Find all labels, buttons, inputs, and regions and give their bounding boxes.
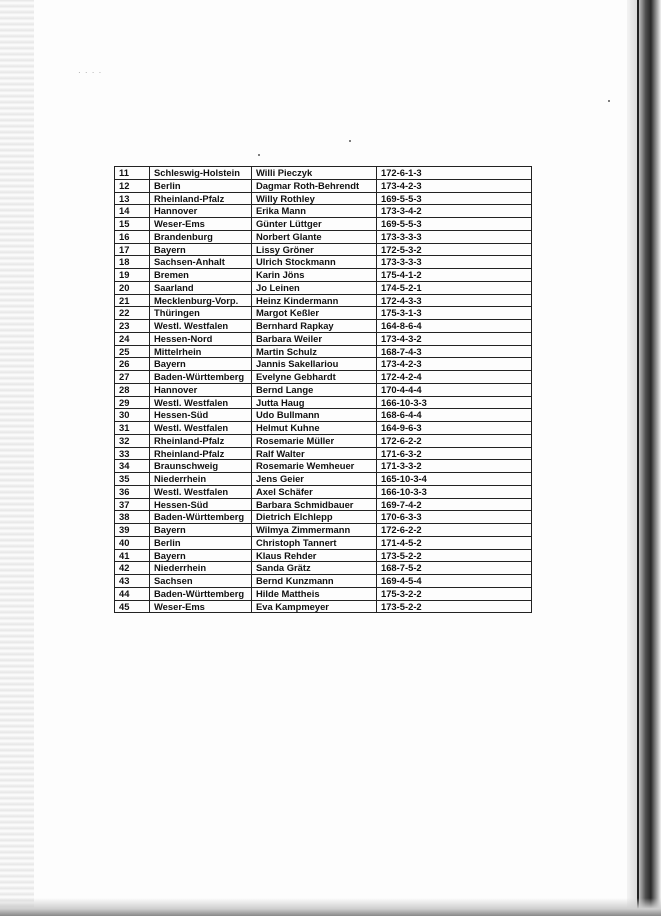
region-cell: Westl. Westfalen	[150, 320, 252, 333]
table-row	[115, 269, 532, 282]
table-row	[115, 524, 532, 537]
vote-code-cell: 174-5-2-1	[377, 281, 532, 294]
vote-code-cell: 172-6-2-2	[377, 434, 532, 447]
vote-code-cell: 172-6-1-3	[377, 167, 532, 180]
region-cell: Rheinland-Pfalz	[150, 434, 252, 447]
region-cell: Hessen-Süd	[150, 498, 252, 511]
table-row	[115, 294, 532, 307]
vote-code-cell: 172-6-2-2	[377, 524, 532, 537]
name-cell: Karin Jöns	[252, 269, 377, 282]
row-number: 20	[115, 281, 150, 294]
name-cell: Günter Lüttger	[252, 218, 377, 231]
vote-code-cell: 169-5-5-3	[377, 218, 532, 231]
speck	[349, 140, 351, 142]
row-number: 25	[115, 345, 150, 358]
region-cell: Sachsen-Anhalt	[150, 256, 252, 269]
row-number: 26	[115, 358, 150, 371]
name-cell: Sanda Grätz	[252, 562, 377, 575]
row-number: 28	[115, 383, 150, 396]
vote-code-cell: 171-3-3-2	[377, 460, 532, 473]
name-cell: Wilmya Zimmermann	[252, 524, 377, 537]
table-row	[115, 205, 532, 218]
name-cell: Jo Leinen	[252, 281, 377, 294]
region-cell: Thüringen	[150, 307, 252, 320]
row-number: 30	[115, 409, 150, 422]
row-number: 37	[115, 498, 150, 511]
row-number: 38	[115, 511, 150, 524]
row-number: 32	[115, 434, 150, 447]
row-number: 13	[115, 192, 150, 205]
row-number: 42	[115, 562, 150, 575]
row-number: 23	[115, 320, 150, 333]
name-cell: Jannis Sakellariou	[252, 358, 377, 371]
vote-code-cell: 166-10-3-3	[377, 485, 532, 498]
row-number: 24	[115, 332, 150, 345]
row-number: 18	[115, 256, 150, 269]
row-number: 36	[115, 485, 150, 498]
vote-code-cell: 164-9-6-3	[377, 422, 532, 435]
region-cell: Baden-Württemberg	[150, 587, 252, 600]
region-cell: Hessen-Süd	[150, 409, 252, 422]
vote-code-cell: 172-5-3-2	[377, 243, 532, 256]
region-cell: Hannover	[150, 205, 252, 218]
region-cell: Niederrhein	[150, 473, 252, 486]
vote-code-cell: 172-4-3-3	[377, 294, 532, 307]
vote-code-cell: 169-4-5-4	[377, 575, 532, 588]
region-cell: Brandenburg	[150, 230, 252, 243]
table-row	[115, 396, 532, 409]
region-cell: Berlin	[150, 179, 252, 192]
vote-code-cell: 173-4-3-2	[377, 332, 532, 345]
name-cell: Willy Rothley	[252, 192, 377, 205]
name-cell: Erika Mann	[252, 205, 377, 218]
vote-code-cell: 173-5-2-2	[377, 600, 532, 613]
row-number: 15	[115, 218, 150, 231]
name-cell: Eva Kampmeyer	[252, 600, 377, 613]
name-cell: Martin Schulz	[252, 345, 377, 358]
name-cell: Jutta Haug	[252, 396, 377, 409]
row-number: 21	[115, 294, 150, 307]
row-number: 33	[115, 447, 150, 460]
region-cell: Saarland	[150, 281, 252, 294]
region-cell: Schleswig-Holstein	[150, 167, 252, 180]
vote-code-cell: 173-4-2-3	[377, 179, 532, 192]
vote-code-cell: 166-10-3-3	[377, 396, 532, 409]
region-cell: Sachsen	[150, 575, 252, 588]
table-row	[115, 320, 532, 333]
vote-code-cell: 168-7-5-2	[377, 562, 532, 575]
row-number: 35	[115, 473, 150, 486]
faint-header-text: · · · ·	[78, 68, 103, 77]
vote-code-cell: 168-6-4-4	[377, 409, 532, 422]
table-row	[115, 575, 532, 588]
table-row	[115, 345, 532, 358]
table-row	[115, 179, 532, 192]
row-number: 11	[115, 167, 150, 180]
row-number: 43	[115, 575, 150, 588]
name-cell: Bernhard Rapkay	[252, 320, 377, 333]
region-cell: Westl. Westfalen	[150, 396, 252, 409]
row-number: 29	[115, 396, 150, 409]
vote-code-cell: 164-8-6-4	[377, 320, 532, 333]
region-cell: Bayern	[150, 243, 252, 256]
vote-code-cell: 173-4-2-3	[377, 358, 532, 371]
name-cell: Evelyne Gebhardt	[252, 371, 377, 384]
name-cell: Ralf Walter	[252, 447, 377, 460]
candidate-table	[114, 166, 532, 613]
name-cell: Rosemarie Müller	[252, 434, 377, 447]
scan-edge-bottom	[0, 898, 661, 916]
row-number: 27	[115, 371, 150, 384]
vote-code-cell: 175-4-1-2	[377, 269, 532, 282]
vote-code-cell: 170-6-3-3	[377, 511, 532, 524]
row-number: 19	[115, 269, 150, 282]
scan-edge-line	[637, 0, 639, 916]
name-cell: Ulrich Stockmann	[252, 256, 377, 269]
row-number: 45	[115, 600, 150, 613]
vote-code-cell: 170-4-4-4	[377, 383, 532, 396]
name-cell: Dietrich Elchlepp	[252, 511, 377, 524]
region-cell: Weser-Ems	[150, 600, 252, 613]
table-row	[115, 230, 532, 243]
vote-code-cell: 172-4-2-4	[377, 371, 532, 384]
vote-code-cell: 171-4-5-2	[377, 536, 532, 549]
name-cell: Dagmar Roth-Behrendt	[252, 179, 377, 192]
region-cell: Rheinland-Pfalz	[150, 192, 252, 205]
region-cell: Bremen	[150, 269, 252, 282]
region-cell: Hessen-Nord	[150, 332, 252, 345]
row-number: 31	[115, 422, 150, 435]
row-number: 40	[115, 536, 150, 549]
table-row	[115, 511, 532, 524]
name-cell: Helmut Kuhne	[252, 422, 377, 435]
table-row	[115, 167, 532, 180]
table-row	[115, 383, 532, 396]
row-number: 22	[115, 307, 150, 320]
region-cell: Westl. Westfalen	[150, 422, 252, 435]
table-row	[115, 422, 532, 435]
name-cell: Lissy Gröner	[252, 243, 377, 256]
table-row	[115, 485, 532, 498]
table-row	[115, 256, 532, 269]
table-row	[115, 358, 532, 371]
name-cell: Margot Keßler	[252, 307, 377, 320]
name-cell: Bernd Lange	[252, 383, 377, 396]
name-cell: Bernd Kunzmann	[252, 575, 377, 588]
vote-code-cell: 175-3-2-2	[377, 587, 532, 600]
table-row	[115, 307, 532, 320]
vote-code-cell: 171-6-3-2	[377, 447, 532, 460]
region-cell: Bayern	[150, 524, 252, 537]
name-cell: Willi Pieczyk	[252, 167, 377, 180]
region-cell: Mittelrhein	[150, 345, 252, 358]
table-row	[115, 371, 532, 384]
region-cell: Hannover	[150, 383, 252, 396]
table-row	[115, 536, 532, 549]
vote-code-cell: 169-7-4-2	[377, 498, 532, 511]
table-row	[115, 243, 532, 256]
name-cell: Klaus Rehder	[252, 549, 377, 562]
row-number: 39	[115, 524, 150, 537]
row-number: 16	[115, 230, 150, 243]
table-row	[115, 447, 532, 460]
name-cell: Rosemarie Wemheuer	[252, 460, 377, 473]
region-cell: Braunschweig	[150, 460, 252, 473]
table-row	[115, 434, 532, 447]
name-cell: Barbara Schmidbauer	[252, 498, 377, 511]
table-row	[115, 460, 532, 473]
speck	[258, 154, 260, 156]
region-cell: Weser-Ems	[150, 218, 252, 231]
table-row	[115, 600, 532, 613]
vote-code-cell: 173-3-3-3	[377, 256, 532, 269]
speck	[608, 100, 610, 102]
name-cell: Axel Schäfer	[252, 485, 377, 498]
row-number: 34	[115, 460, 150, 473]
vote-code-cell: 175-3-1-3	[377, 307, 532, 320]
row-number: 14	[115, 205, 150, 218]
region-cell: Bayern	[150, 549, 252, 562]
region-cell: Westl. Westfalen	[150, 485, 252, 498]
table-row	[115, 473, 532, 486]
region-cell: Niederrhein	[150, 562, 252, 575]
scan-edge-left	[0, 0, 34, 916]
table-row	[115, 192, 532, 205]
scan-edge-right	[627, 0, 661, 916]
table-row	[115, 549, 532, 562]
name-cell: Norbert Glante	[252, 230, 377, 243]
row-number: 12	[115, 179, 150, 192]
vote-code-cell: 168-7-4-3	[377, 345, 532, 358]
vote-code-cell: 173-3-3-3	[377, 230, 532, 243]
table-row	[115, 498, 532, 511]
table-row	[115, 218, 532, 231]
name-cell: Jens Geier	[252, 473, 377, 486]
region-cell: Rheinland-Pfalz	[150, 447, 252, 460]
table-row	[115, 332, 532, 345]
region-cell: Berlin	[150, 536, 252, 549]
name-cell: Udo Bullmann	[252, 409, 377, 422]
table-row	[115, 587, 532, 600]
table-body	[115, 167, 532, 613]
vote-code-cell: 165-10-3-4	[377, 473, 532, 486]
region-cell: Baden-Württemberg	[150, 511, 252, 524]
name-cell: Heinz Kindermann	[252, 294, 377, 307]
row-number: 41	[115, 549, 150, 562]
vote-code-cell: 169-5-5-3	[377, 192, 532, 205]
table-row	[115, 281, 532, 294]
table-row	[115, 562, 532, 575]
row-number: 17	[115, 243, 150, 256]
region-cell: Mecklenburg-Vorp.	[150, 294, 252, 307]
row-number: 44	[115, 587, 150, 600]
name-cell: Christoph Tannert	[252, 536, 377, 549]
region-cell: Baden-Württemberg	[150, 371, 252, 384]
name-cell: Hilde Mattheis	[252, 587, 377, 600]
region-cell: Bayern	[150, 358, 252, 371]
vote-code-cell: 173-5-2-2	[377, 549, 532, 562]
vote-code-cell: 173-3-4-2	[377, 205, 532, 218]
table-row	[115, 409, 532, 422]
name-cell: Barbara Weiler	[252, 332, 377, 345]
